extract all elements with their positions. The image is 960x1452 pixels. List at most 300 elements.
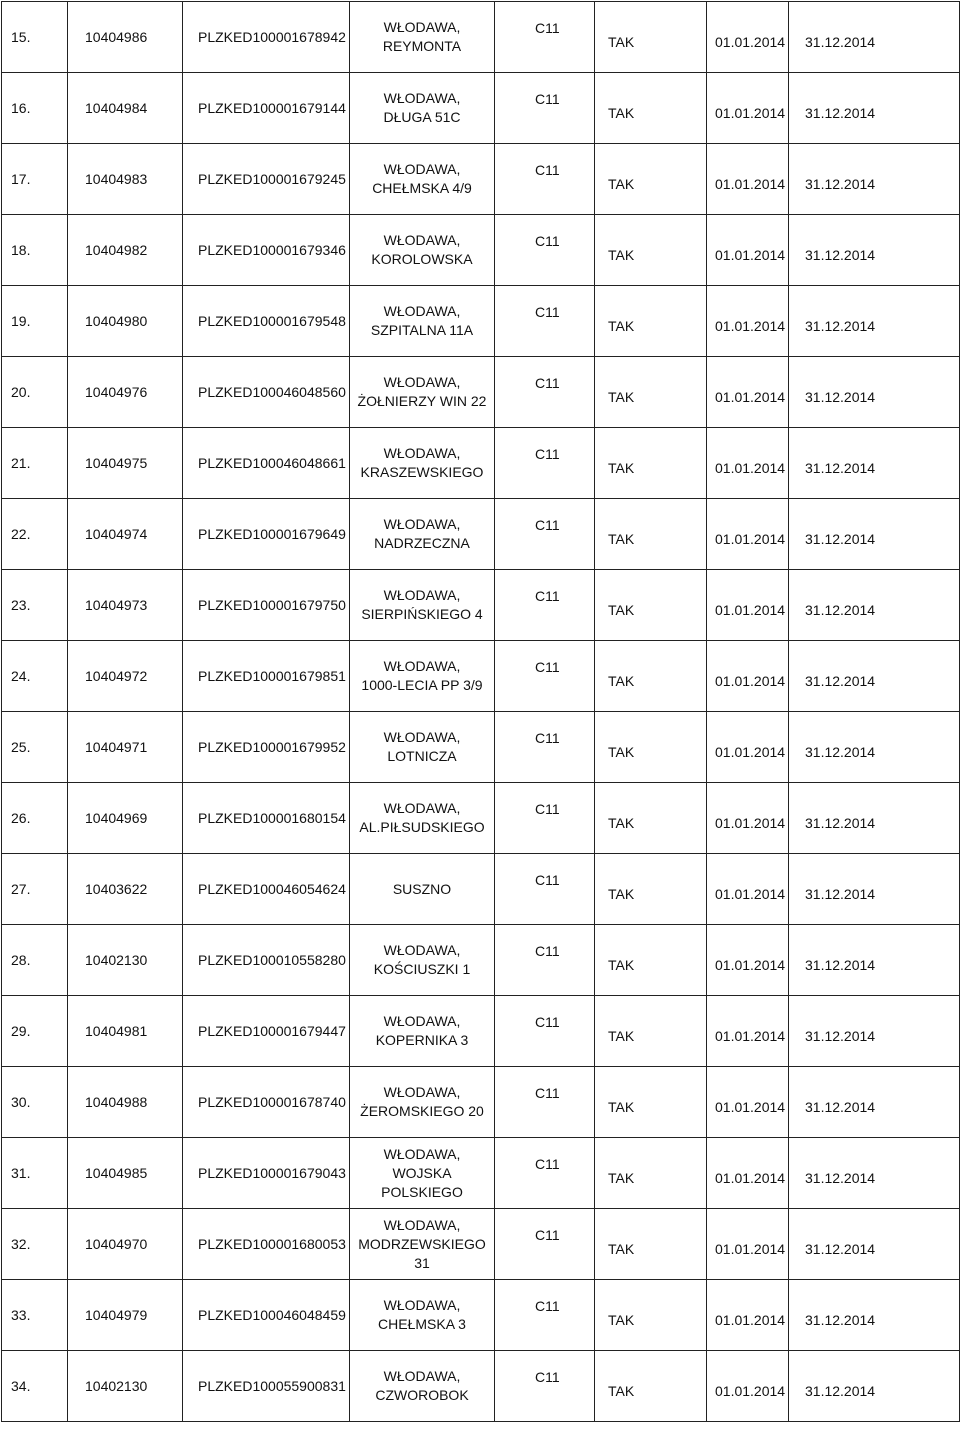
ppe-code-cell bbox=[183, 428, 350, 499]
flag-value-cell bbox=[595, 1067, 707, 1138]
row-number-cell bbox=[2, 925, 68, 996]
date-to-cell bbox=[789, 144, 960, 215]
date-to: 31.12.2014 bbox=[805, 1027, 876, 1044]
address-line: AL.PIŁSUDSKIEGO bbox=[359, 819, 485, 835]
flag-value: TAK bbox=[608, 1098, 635, 1115]
ppe-code-cell bbox=[183, 73, 350, 144]
address-line: WOJSKA bbox=[392, 1164, 452, 1181]
flag-value: TAK bbox=[608, 388, 635, 405]
date-from-cell bbox=[707, 2, 789, 73]
address-cell bbox=[350, 428, 495, 499]
meter-id-cell bbox=[68, 215, 183, 286]
tariff-group-cell bbox=[495, 996, 595, 1067]
tariff-group-cell bbox=[495, 1280, 595, 1351]
tariff-group: C11 bbox=[535, 517, 560, 533]
row-number-cell bbox=[2, 641, 68, 712]
tariff-group-cell bbox=[495, 286, 595, 357]
row-number-cell bbox=[2, 499, 68, 570]
address-cell bbox=[350, 783, 495, 854]
row-number: 21. bbox=[11, 454, 31, 471]
row-number: 29. bbox=[11, 1022, 31, 1039]
date-from-cell bbox=[707, 1351, 789, 1422]
address-line: REYMONTA bbox=[382, 38, 462, 54]
meter-id: 10404970 bbox=[85, 1235, 148, 1252]
table-row bbox=[2, 783, 960, 854]
meter-id: 10404984 bbox=[85, 99, 148, 116]
date-from: 01.01.2014 bbox=[715, 388, 786, 405]
address-line: CHEŁMSKA 3 bbox=[378, 1316, 466, 1332]
address-line: WŁODAWA, bbox=[383, 445, 461, 461]
flag-value: TAK bbox=[608, 246, 635, 263]
meter-id-cell bbox=[68, 428, 183, 499]
date-from: 01.01.2014 bbox=[715, 956, 786, 973]
address-line: LOTNICZA bbox=[387, 748, 457, 764]
meter-id-cell bbox=[68, 570, 183, 641]
date-to-cell bbox=[789, 1280, 960, 1351]
row-number: 30. bbox=[11, 1093, 31, 1110]
ppe-code: PLZKED100046048560 bbox=[198, 383, 346, 400]
date-from-cell bbox=[707, 641, 789, 712]
ppe-code-cell bbox=[183, 783, 350, 854]
flag-value: TAK bbox=[608, 743, 635, 760]
meter-id: 10404986 bbox=[85, 28, 148, 45]
date-from: 01.01.2014 bbox=[715, 104, 786, 121]
address-cell bbox=[350, 712, 495, 783]
flag-value-cell bbox=[595, 854, 707, 925]
meter-id-cell bbox=[68, 996, 183, 1067]
date-from: 01.01.2014 bbox=[715, 743, 786, 760]
ppe-code: PLZKED100001679447 bbox=[198, 1022, 346, 1039]
tariff-group-cell bbox=[495, 73, 595, 144]
address-line: WŁODAWA, bbox=[383, 303, 461, 319]
row-number-cell bbox=[2, 1351, 68, 1422]
date-to: 31.12.2014 bbox=[805, 388, 876, 405]
date-to: 31.12.2014 bbox=[805, 956, 876, 973]
ppe-code: PLZKED100001679750 bbox=[198, 596, 346, 613]
date-from: 01.01.2014 bbox=[715, 1027, 786, 1044]
tariff-group-cell bbox=[495, 2, 595, 73]
tariff-group: C11 bbox=[535, 801, 560, 817]
flag-value-cell bbox=[595, 1209, 707, 1280]
date-to-cell bbox=[789, 854, 960, 925]
address-line: WŁODAWA, bbox=[383, 161, 461, 177]
address-line: KOPERNIKA 3 bbox=[375, 1032, 469, 1048]
row-number: 28. bbox=[11, 951, 31, 968]
flag-value-cell bbox=[595, 570, 707, 641]
table-row bbox=[2, 144, 960, 215]
table-row bbox=[2, 1209, 960, 1280]
ppe-code-cell bbox=[183, 286, 350, 357]
flag-value-cell bbox=[595, 357, 707, 428]
table-row bbox=[2, 712, 960, 783]
row-number: 20. bbox=[11, 383, 31, 400]
tariff-group: C11 bbox=[535, 1298, 560, 1314]
date-from: 01.01.2014 bbox=[715, 459, 786, 476]
date-from-cell bbox=[707, 1067, 789, 1138]
meter-id: 10402130 bbox=[85, 951, 148, 968]
meter-id-cell bbox=[68, 1209, 183, 1280]
meter-id-cell bbox=[68, 499, 183, 570]
address-cell bbox=[350, 1351, 495, 1422]
date-to-cell bbox=[789, 1209, 960, 1280]
table-row bbox=[2, 357, 960, 428]
date-from: 01.01.2014 bbox=[715, 1382, 786, 1399]
ppe-code-cell bbox=[183, 499, 350, 570]
meter-id-cell bbox=[68, 357, 183, 428]
address-line: WŁODAWA, bbox=[383, 232, 461, 248]
row-number: 22. bbox=[11, 525, 31, 542]
date-from-cell bbox=[707, 925, 789, 996]
table-row bbox=[2, 428, 960, 499]
address-line: KOŚCIUSZKI 1 bbox=[373, 961, 471, 977]
tariff-group: C11 bbox=[535, 1014, 560, 1030]
meter-id: 10404969 bbox=[85, 809, 148, 826]
date-to: 31.12.2014 bbox=[805, 814, 876, 831]
date-to-cell bbox=[789, 428, 960, 499]
table-row bbox=[2, 570, 960, 641]
address-line: ŻOŁNIERZY WIN 22 bbox=[357, 393, 487, 409]
ppe-code: PLZKED100001680053 bbox=[198, 1235, 346, 1252]
row-number-cell bbox=[2, 144, 68, 215]
date-from-cell bbox=[707, 286, 789, 357]
ppe-code: PLZKED100001679649 bbox=[198, 525, 346, 542]
address-line: WŁODAWA, bbox=[383, 942, 461, 958]
ppe-code-cell bbox=[183, 925, 350, 996]
meter-id-cell bbox=[68, 783, 183, 854]
ppe-code: PLZKED100001678942 bbox=[198, 28, 346, 45]
address-line: WŁODAWA, bbox=[383, 1145, 461, 1162]
ppe-code: PLZKED100046048661 bbox=[198, 454, 346, 471]
row-number-cell bbox=[2, 215, 68, 286]
row-number: 26. bbox=[11, 809, 31, 826]
tariff-group: C11 bbox=[535, 1156, 560, 1172]
table-body bbox=[2, 2, 960, 1422]
address-cell bbox=[350, 144, 495, 215]
row-number: 19. bbox=[11, 312, 31, 329]
date-to: 31.12.2014 bbox=[805, 246, 876, 263]
table-row bbox=[2, 1280, 960, 1351]
address-line: SUSZNO bbox=[392, 880, 452, 897]
tariff-group-cell bbox=[495, 925, 595, 996]
address-line: CHEŁMSKA 4/9 bbox=[372, 180, 472, 196]
address-line: WŁODAWA, bbox=[383, 374, 461, 390]
address-line: WŁODAWA, bbox=[383, 729, 461, 745]
address-line: NADRZECZNA bbox=[374, 535, 470, 551]
row-number-cell bbox=[2, 1209, 68, 1280]
tariff-group-cell bbox=[495, 357, 595, 428]
tariff-group-cell bbox=[495, 1351, 595, 1422]
meter-id-cell bbox=[68, 2, 183, 73]
address-line: CZWOROBOK bbox=[375, 1387, 469, 1403]
ppe-code-cell bbox=[183, 2, 350, 73]
tariff-group-cell bbox=[495, 570, 595, 641]
meter-id-cell bbox=[68, 144, 183, 215]
flag-value-cell bbox=[595, 73, 707, 144]
tariff-group-cell bbox=[495, 428, 595, 499]
row-number: 34. bbox=[11, 1377, 31, 1394]
flag-value-cell bbox=[595, 499, 707, 570]
date-to: 31.12.2014 bbox=[805, 459, 876, 476]
meter-id-cell bbox=[68, 1351, 183, 1422]
date-from-cell bbox=[707, 144, 789, 215]
date-to-cell bbox=[789, 1351, 960, 1422]
flag-value: TAK bbox=[608, 104, 635, 121]
address-cell bbox=[350, 996, 495, 1067]
address-cell bbox=[350, 1138, 495, 1209]
meter-id: 10404988 bbox=[85, 1093, 148, 1110]
flag-value-cell bbox=[595, 712, 707, 783]
address-line: SZPITALNA 11A bbox=[370, 322, 474, 338]
tariff-group-cell bbox=[495, 1067, 595, 1138]
date-to: 31.12.2014 bbox=[805, 175, 876, 192]
ppe-code: PLZKED100055900831 bbox=[198, 1377, 346, 1394]
flag-value: TAK bbox=[608, 33, 635, 50]
tariff-group: C11 bbox=[535, 872, 560, 888]
tariff-group: C11 bbox=[535, 730, 560, 746]
table-row bbox=[2, 1351, 960, 1422]
address-line: WŁODAWA, bbox=[383, 1297, 461, 1313]
table-row bbox=[2, 2, 960, 73]
row-number-cell bbox=[2, 428, 68, 499]
address-line: WŁODAWA, bbox=[383, 1084, 461, 1100]
date-to: 31.12.2014 bbox=[805, 672, 876, 689]
flag-value-cell bbox=[595, 1351, 707, 1422]
meter-id: 10404976 bbox=[85, 383, 148, 400]
row-number: 17. bbox=[11, 170, 31, 187]
row-number-cell bbox=[2, 1280, 68, 1351]
tariff-group-cell bbox=[495, 783, 595, 854]
meter-id-cell bbox=[68, 73, 183, 144]
row-number: 33. bbox=[11, 1306, 31, 1323]
date-to-cell bbox=[789, 783, 960, 854]
flag-value-cell bbox=[595, 144, 707, 215]
address-cell bbox=[350, 215, 495, 286]
date-to: 31.12.2014 bbox=[805, 601, 876, 618]
date-to-cell bbox=[789, 286, 960, 357]
date-from-cell bbox=[707, 854, 789, 925]
date-from-cell bbox=[707, 783, 789, 854]
flag-value: TAK bbox=[608, 459, 635, 476]
date-from: 01.01.2014 bbox=[715, 175, 786, 192]
date-from: 01.01.2014 bbox=[715, 1311, 786, 1328]
table-row bbox=[2, 1138, 960, 1209]
flag-value-cell bbox=[595, 2, 707, 73]
table-row bbox=[2, 996, 960, 1067]
date-from-cell bbox=[707, 215, 789, 286]
date-to-cell bbox=[789, 925, 960, 996]
table-row bbox=[2, 215, 960, 286]
address-cell bbox=[350, 925, 495, 996]
meter-id: 10404980 bbox=[85, 312, 148, 329]
row-number: 15. bbox=[11, 28, 31, 45]
address-cell bbox=[350, 854, 495, 925]
meter-id-cell bbox=[68, 1138, 183, 1209]
ppe-code-cell bbox=[183, 996, 350, 1067]
flag-value: TAK bbox=[608, 814, 635, 831]
tariff-group-cell bbox=[495, 641, 595, 712]
ppe-code-cell bbox=[183, 641, 350, 712]
row-number: 18. bbox=[11, 241, 31, 258]
date-from: 01.01.2014 bbox=[715, 601, 786, 618]
tariff-group: C11 bbox=[535, 588, 560, 604]
row-number: 23. bbox=[11, 596, 31, 613]
date-from-cell bbox=[707, 1138, 789, 1209]
date-to-cell bbox=[789, 641, 960, 712]
date-to-cell bbox=[789, 996, 960, 1067]
flag-value: TAK bbox=[608, 1382, 635, 1399]
meter-id: 10403622 bbox=[85, 880, 148, 897]
flag-value: TAK bbox=[608, 530, 635, 547]
address-line: DŁUGA 51C bbox=[383, 109, 461, 125]
date-from: 01.01.2014 bbox=[715, 317, 786, 334]
flag-value-cell bbox=[595, 996, 707, 1067]
flag-value-cell bbox=[595, 925, 707, 996]
date-from-cell bbox=[707, 428, 789, 499]
address-cell bbox=[350, 286, 495, 357]
flag-value-cell bbox=[595, 783, 707, 854]
date-from: 01.01.2014 bbox=[715, 530, 786, 547]
flag-value-cell bbox=[595, 1138, 707, 1209]
meter-id: 10404973 bbox=[85, 596, 148, 613]
tariff-group-cell bbox=[495, 144, 595, 215]
table-row bbox=[2, 499, 960, 570]
row-number: 24. bbox=[11, 667, 31, 684]
ppe-code: PLZKED100001680154 bbox=[198, 809, 346, 826]
row-number: 16. bbox=[11, 99, 31, 116]
meter-id: 10404985 bbox=[85, 1164, 148, 1181]
flag-value-cell bbox=[595, 1280, 707, 1351]
ppe-code: PLZKED100001679952 bbox=[198, 738, 346, 755]
date-from: 01.01.2014 bbox=[715, 246, 786, 263]
tariff-group: C11 bbox=[535, 1085, 560, 1101]
meter-id: 10404974 bbox=[85, 525, 148, 542]
flag-value: TAK bbox=[608, 601, 635, 618]
tariff-group-cell bbox=[495, 215, 595, 286]
ppe-code-cell bbox=[183, 1280, 350, 1351]
date-from-cell bbox=[707, 1280, 789, 1351]
address-line: WŁODAWA, bbox=[383, 658, 461, 674]
table-row bbox=[2, 925, 960, 996]
date-to-cell bbox=[789, 215, 960, 286]
date-from: 01.01.2014 bbox=[715, 33, 786, 50]
date-to: 31.12.2014 bbox=[805, 1169, 876, 1186]
flag-value: TAK bbox=[608, 956, 635, 973]
address-line: WŁODAWA, bbox=[383, 90, 461, 106]
table-row bbox=[2, 641, 960, 712]
address-cell bbox=[350, 499, 495, 570]
date-from: 01.01.2014 bbox=[715, 1240, 786, 1257]
meter-id: 10404972 bbox=[85, 667, 148, 684]
meter-id-cell bbox=[68, 712, 183, 783]
row-number: 32. bbox=[11, 1235, 31, 1252]
table-row bbox=[2, 73, 960, 144]
flag-value-cell bbox=[595, 215, 707, 286]
ppe-code-cell bbox=[183, 1138, 350, 1209]
row-number-cell bbox=[2, 996, 68, 1067]
tariff-group: C11 bbox=[535, 659, 560, 675]
address-line: WŁODAWA, bbox=[383, 19, 461, 35]
ppe-code-cell bbox=[183, 570, 350, 641]
flag-value-cell bbox=[595, 286, 707, 357]
date-to-cell bbox=[789, 73, 960, 144]
meter-id-cell bbox=[68, 1067, 183, 1138]
address-line: 31 bbox=[414, 1254, 430, 1271]
flag-value: TAK bbox=[608, 1240, 635, 1257]
address-cell bbox=[350, 1280, 495, 1351]
ppe-code-cell bbox=[183, 712, 350, 783]
flag-value: TAK bbox=[608, 317, 635, 334]
flag-value: TAK bbox=[608, 1169, 635, 1186]
table-row bbox=[2, 286, 960, 357]
date-to: 31.12.2014 bbox=[805, 885, 876, 902]
address-cell bbox=[350, 73, 495, 144]
ppe-code-cell bbox=[183, 215, 350, 286]
ppe-code-cell bbox=[183, 1351, 350, 1422]
row-number-cell bbox=[2, 1067, 68, 1138]
row-number-cell bbox=[2, 1138, 68, 1209]
tariff-group-cell bbox=[495, 854, 595, 925]
address-line: KRASZEWSKIEGO bbox=[360, 464, 484, 480]
address-line: WŁODAWA, bbox=[383, 587, 461, 603]
tariff-group: C11 bbox=[535, 20, 560, 36]
meter-id: 10404979 bbox=[85, 1306, 148, 1323]
date-to: 31.12.2014 bbox=[805, 1098, 876, 1115]
address-line: MODRZEWSKIEGO bbox=[358, 1235, 486, 1252]
date-to: 31.12.2014 bbox=[805, 1311, 876, 1328]
meter-id-cell bbox=[68, 854, 183, 925]
date-to: 31.12.2014 bbox=[805, 317, 876, 334]
flag-value: TAK bbox=[608, 1311, 635, 1328]
row-number-cell bbox=[2, 357, 68, 428]
date-to-cell bbox=[789, 1067, 960, 1138]
tariff-group-cell bbox=[495, 1138, 595, 1209]
ppe-code-cell bbox=[183, 1067, 350, 1138]
date-to: 31.12.2014 bbox=[805, 33, 876, 50]
date-from-cell bbox=[707, 499, 789, 570]
meter-id: 10404981 bbox=[85, 1022, 148, 1039]
date-from-cell bbox=[707, 996, 789, 1067]
address-line: WŁODAWA, bbox=[383, 1216, 461, 1233]
tariff-group: C11 bbox=[535, 91, 560, 107]
tariff-group: C11 bbox=[535, 446, 560, 462]
address-line: SIERPIŃSKIEGO 4 bbox=[361, 606, 483, 622]
row-number-cell bbox=[2, 712, 68, 783]
ppe-code-cell bbox=[183, 144, 350, 215]
ppe-code: PLZKED100001679245 bbox=[198, 170, 346, 187]
meter-id: 10404971 bbox=[85, 738, 148, 755]
address-cell bbox=[350, 2, 495, 73]
tariff-group-cell bbox=[495, 1209, 595, 1280]
table-row bbox=[2, 1067, 960, 1138]
flag-value: TAK bbox=[608, 885, 635, 902]
flag-value: TAK bbox=[608, 175, 635, 192]
address-line: KOROLOWSKA bbox=[371, 251, 473, 267]
date-from: 01.01.2014 bbox=[715, 814, 786, 831]
tariff-group: C11 bbox=[535, 162, 560, 178]
tariff-group: C11 bbox=[535, 375, 560, 391]
row-number-cell bbox=[2, 73, 68, 144]
meter-id-cell bbox=[68, 925, 183, 996]
address-cell bbox=[350, 1209, 495, 1280]
ppe-code: PLZKED100001679144 bbox=[198, 99, 346, 116]
flag-value: TAK bbox=[608, 672, 635, 689]
ppe-code-cell bbox=[183, 1209, 350, 1280]
date-to: 31.12.2014 bbox=[805, 743, 876, 760]
ppe-code: PLZKED100001679043 bbox=[198, 1164, 346, 1181]
date-to-cell bbox=[789, 499, 960, 570]
ppe-code: PLZKED100001679548 bbox=[198, 312, 346, 329]
date-to-cell bbox=[789, 570, 960, 641]
